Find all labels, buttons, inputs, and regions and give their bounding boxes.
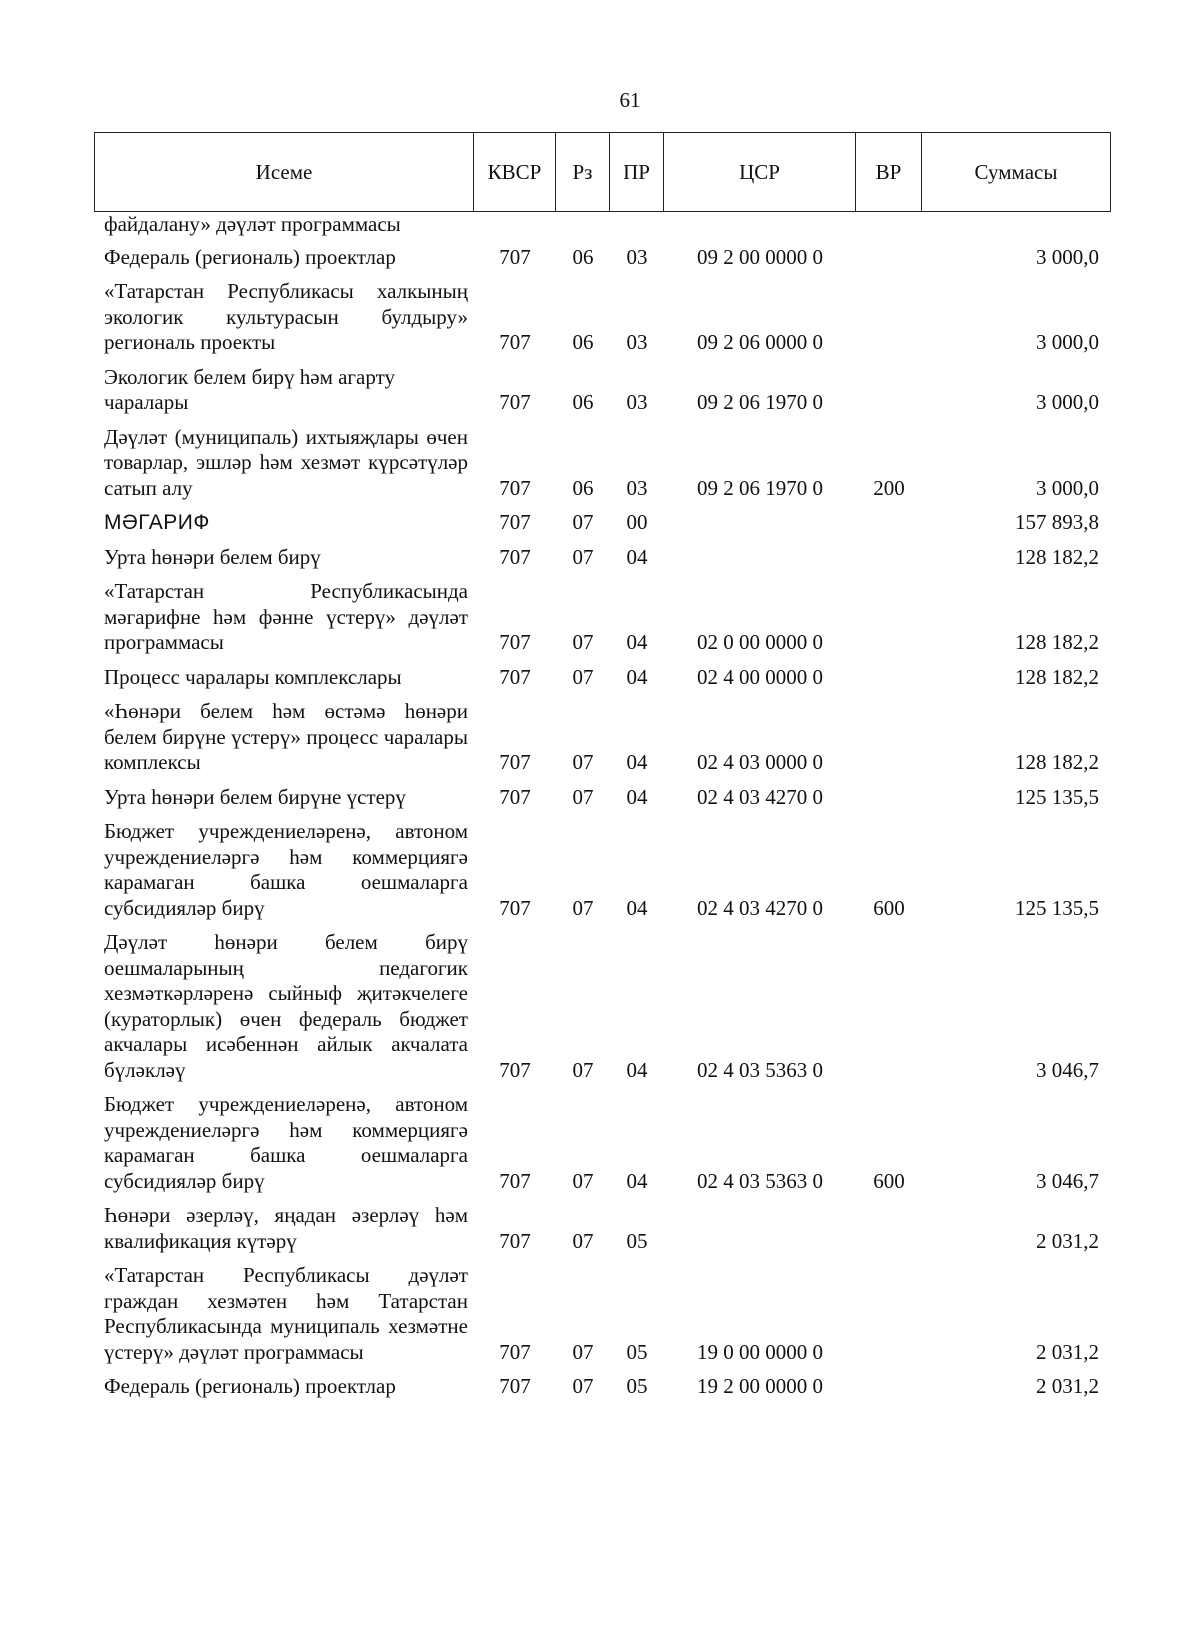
table-row	[94, 545, 1111, 571]
row-kvsr: 707	[499, 895, 531, 920]
column-header-pr: ПР	[609, 133, 663, 211]
row-name: Дәүләт (муниципаль) ихтыяҗлары өчен товарлар, эшләр һәм хезмәт күрсәтүләр сатып алу	[104, 424, 468, 500]
row-kvsr: 707	[499, 330, 531, 354]
row-csr: 02 4 03 4270 0	[697, 784, 823, 809]
row-sum: 3 046,7	[1036, 1168, 1099, 1193]
row-kvsr: 707	[499, 1228, 531, 1253]
row-name: Федераль (региональ) проектлар	[104, 1374, 396, 1398]
row-sum: 3 046,7	[1036, 1057, 1099, 1082]
column-header-kvsr: КВСР	[473, 133, 555, 211]
row-pr: 04	[626, 750, 648, 774]
table-row	[94, 1092, 1111, 1194]
row-pr: 03	[626, 390, 648, 414]
row-csr: 09 2 00 0000 0	[697, 244, 823, 269]
row-pr: 04	[626, 1057, 648, 1082]
row-rz: 07	[572, 1339, 594, 1364]
row-csr: 09 2 06 1970 0	[697, 475, 823, 500]
row-kvsr: 707	[499, 390, 531, 414]
row-csr: 19 2 00 0000 0	[697, 1374, 823, 1398]
page-number: 61	[619, 88, 641, 112]
table-row	[94, 1263, 1111, 1365]
row-pr: 04	[626, 630, 648, 654]
row-rz: 07	[572, 1228, 594, 1253]
table-row	[94, 425, 1111, 502]
row-sum: 2 031,2	[1036, 1228, 1099, 1253]
row-csr: 02 4 03 4270 0	[697, 895, 823, 920]
row-sum: 3 000,0	[1036, 475, 1099, 500]
row-rz: 07	[572, 895, 594, 920]
row-pr: 04	[626, 664, 648, 689]
row-pr: 04	[626, 544, 648, 569]
row-kvsr: 707	[499, 1374, 531, 1398]
row-name: «Татарстан Республикасында мәгарифне һәм фәнне үстерү» дәүләт программасы	[104, 579, 468, 654]
row-csr: 09 2 06 1970 0	[697, 390, 823, 414]
table-row	[94, 785, 1111, 811]
row-sum: 3 000,0	[1036, 330, 1099, 354]
row-csr: 19 0 00 0000 0	[697, 1339, 823, 1364]
table-row	[94, 930, 1111, 1083]
row-sum: 125 135,5	[1015, 895, 1099, 920]
row-pr: 04	[626, 1168, 648, 1193]
table-row	[94, 699, 1111, 776]
row-pr: 04	[626, 895, 648, 920]
row-rz: 06	[572, 330, 594, 354]
table-row	[94, 819, 1111, 921]
row-sum: 128 182,2	[1015, 630, 1099, 654]
row-sum: 2 031,2	[1036, 1339, 1099, 1364]
row-name: Экологик белем бирү һәм агарту чаралары	[104, 364, 395, 414]
row-kvsr: 707	[499, 784, 531, 809]
row-rz: 07	[572, 1057, 594, 1082]
row-sum: 128 182,2	[1015, 664, 1099, 689]
row-sum: 3 000,0	[1036, 244, 1099, 269]
table-row	[94, 1203, 1111, 1254]
row-name: Процесс чаралары комплекслары	[104, 664, 402, 689]
row-csr: 09 2 06 0000 0	[697, 330, 823, 354]
row-kvsr: 707	[499, 244, 531, 269]
row-csr: 02 4 03 5363 0	[697, 1168, 823, 1193]
row-sum: 128 182,2	[1015, 750, 1099, 774]
row-rz: 07	[572, 664, 594, 689]
table-row	[94, 1374, 1111, 1400]
column-header-name: Исеме	[255, 159, 313, 184]
row-name: Бюджет учреждениеләренә, автоном учреждениеләргә һәм коммерциягә карамаган башка оешмаларга субсидияләр бирү	[104, 819, 468, 920]
row-csr: 02 4 03 0000 0	[697, 750, 823, 774]
table-row	[94, 365, 1111, 416]
row-kvsr: 707	[499, 664, 531, 689]
row-name: «Татарстан Республикасы халкының экологик культурасын булдыру» региональ проекты	[104, 279, 468, 354]
row-csr: 02 4 03 5363 0	[697, 1057, 823, 1082]
table-row	[94, 212, 1111, 238]
row-name: Һөнәри әзерләү, яңадан әзерләү һәм квалификация күтәрү	[104, 1203, 468, 1253]
table-row	[94, 665, 1111, 691]
table-row	[94, 510, 1111, 536]
row-sum: 157 893,8	[1015, 510, 1099, 534]
row-pr: 04	[626, 784, 648, 809]
row-pr: 00	[626, 510, 648, 534]
table-body	[94, 212, 1111, 1409]
row-rz: 06	[572, 244, 594, 269]
row-rz: 07	[572, 630, 594, 654]
row-name: Федераль (региональ) проектлар	[104, 244, 396, 269]
row-name: Урта һөнәри белем бирү	[104, 544, 321, 569]
row-name: файдалану» дәүләт программасы	[104, 212, 401, 236]
row-csr: 02 0 00 0000 0	[697, 630, 823, 654]
row-rz: 07	[572, 1374, 594, 1398]
row-kvsr: 707	[499, 1168, 531, 1193]
row-pr: 03	[626, 330, 648, 354]
row-sum: 3 000,0	[1036, 390, 1099, 414]
row-sum: 128 182,2	[1015, 544, 1099, 569]
table-row	[94, 279, 1111, 356]
column-header-csr: ЦСР	[663, 133, 855, 211]
row-vr: 600	[873, 1168, 905, 1193]
row-rz: 06	[572, 475, 594, 500]
row-rz: 06	[572, 390, 594, 414]
row-pr: 05	[626, 1374, 648, 1398]
row-kvsr: 707	[499, 510, 531, 534]
row-rz: 07	[572, 544, 594, 569]
row-kvsr: 707	[499, 1057, 531, 1082]
row-kvsr: 707	[499, 630, 531, 654]
row-name: «Татарстан Республикасы дәүләт граждан хезмәтен һәм Татарстан Республикасында муниципаль хезмәтне үстерү» дәүләт программасы	[104, 1263, 468, 1364]
row-rz: 07	[572, 1168, 594, 1193]
row-kvsr: 707	[499, 544, 531, 569]
row-kvsr: 707	[499, 475, 531, 500]
column-header-sum: Суммасы	[921, 133, 1110, 211]
row-vr: 200	[873, 475, 905, 500]
row-pr: 03	[626, 475, 648, 500]
row-name: Урта һөнәри белем бирүне үстерү	[104, 784, 406, 809]
row-name: Бюджет учреждениеләренә, автоном учреждениеләргә һәм коммерциягә карамаган башка оешмаларга субсидияләр бирү	[104, 1092, 468, 1193]
table-header	[94, 132, 1111, 212]
row-pr: 05	[626, 1228, 648, 1253]
row-pr: 05	[626, 1339, 648, 1364]
row-sum: 125 135,5	[1015, 784, 1099, 809]
row-kvsr: 707	[499, 750, 531, 774]
column-header-vr: ВР	[855, 133, 921, 211]
row-rz: 07	[572, 750, 594, 774]
row-csr: 02 4 00 0000 0	[697, 664, 823, 689]
table-row	[94, 579, 1111, 656]
row-vr: 600	[873, 895, 905, 920]
row-name: МӘГАРИФ	[104, 511, 210, 534]
row-rz: 07	[572, 784, 594, 809]
table-row	[94, 245, 1111, 271]
row-kvsr: 707	[499, 1339, 531, 1364]
row-sum: 2 031,2	[1036, 1374, 1099, 1398]
row-pr: 03	[626, 244, 648, 269]
row-rz: 07	[572, 510, 594, 534]
row-name: «Һөнәри белем һәм өстәмә һөнәри белем бирүне үстерү» процесс чаралары комплексы	[104, 699, 468, 774]
column-header-rz: Рз	[555, 133, 609, 211]
row-name: Дәүләт һөнәри белем бирү оешмаларының педагогик хезмәткәрләренә сыйныф җитәкчелеге (кураторлык) өчен федераль бюджет акчалары исәбеннән айлык акчалата бүләкләү	[104, 930, 468, 1082]
